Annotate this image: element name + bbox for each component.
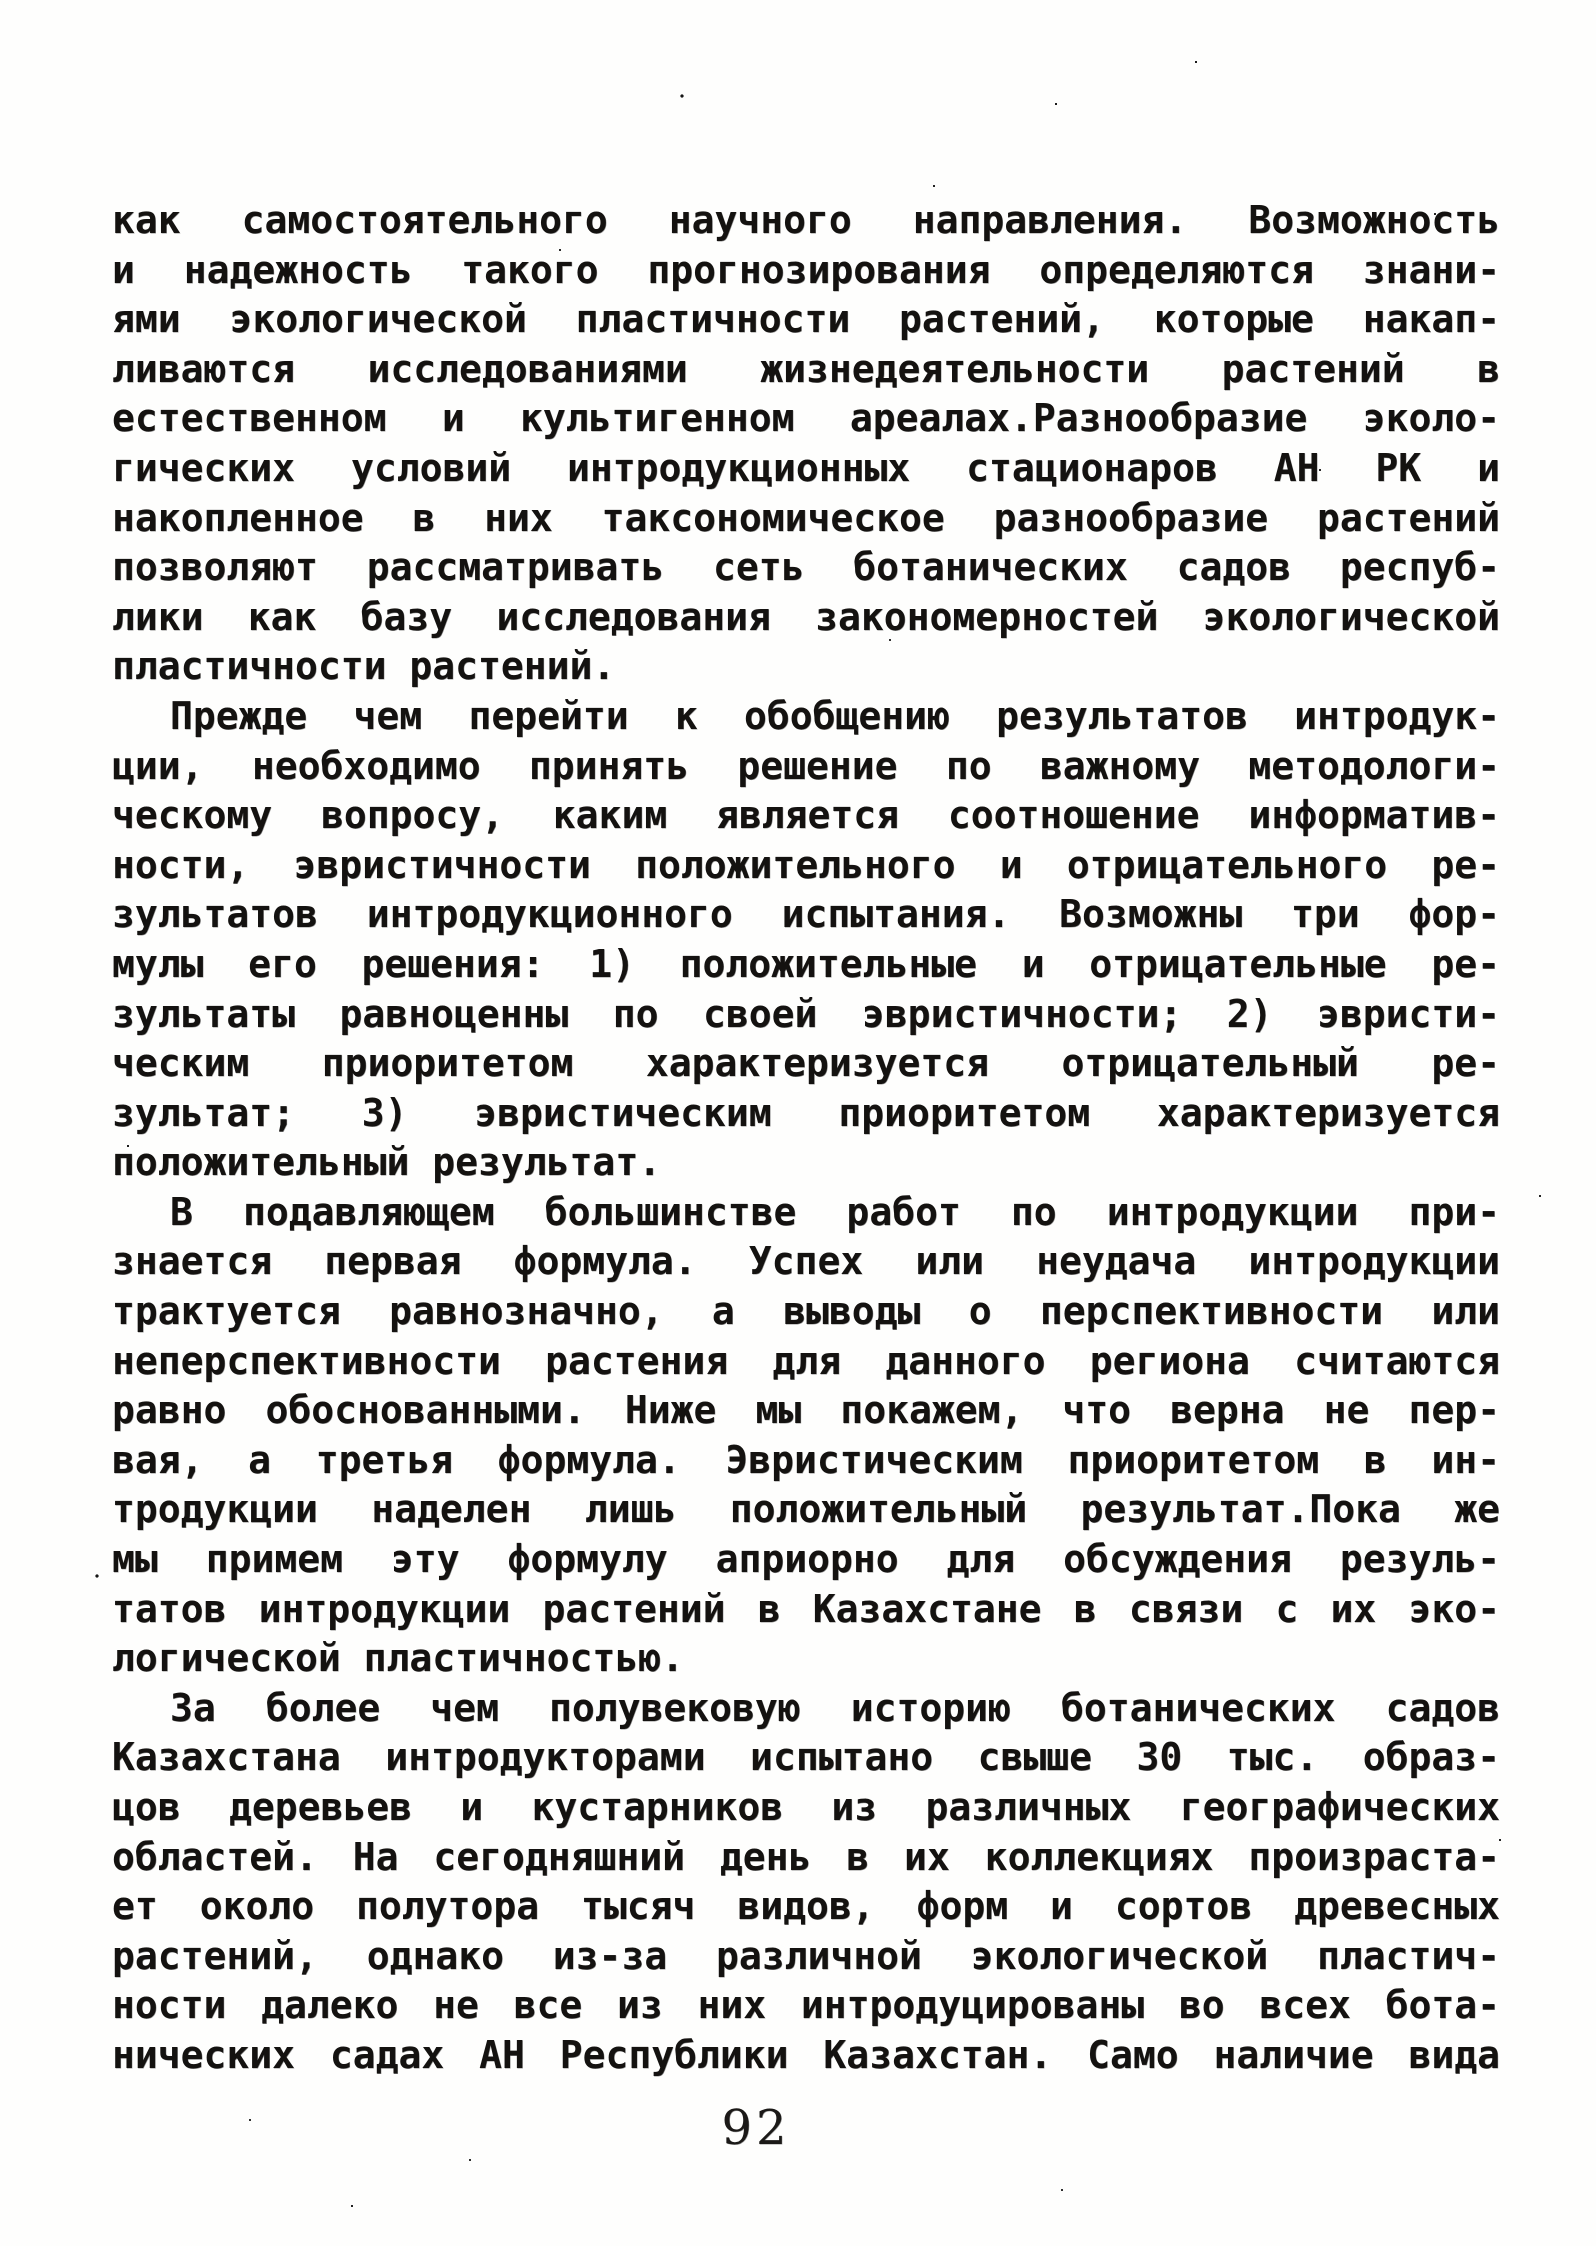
text-line: В подавляющем большинстве работ по интродукции при-	[170, 1189, 1500, 1234]
text-line: мы примем эту формулу априорно для обсуждения резуль-	[112, 1537, 1500, 1582]
text-line: зультаты равноценны по своей эвристичности; 2) эвристи-	[112, 991, 1500, 1036]
text-line: За более чем полувековую историю ботанических садов	[170, 1685, 1500, 1730]
text-line: ности далеко не все из них интродуцированы во всех бота-	[112, 1983, 1500, 2028]
text-line: пластичности растений.	[112, 644, 616, 689]
text-line: нических садах АН Республики Казахстан. Само наличие вида	[112, 2032, 1500, 2077]
text-line: ливаются исследованиями жизнедеятельности растений в	[112, 346, 1500, 391]
text-line: ности, эвристичности положительного и отрицательного ре-	[112, 842, 1500, 887]
text-line: Казахстана интродукторами испытано свыше 30 тыс. образ-	[112, 1735, 1500, 1780]
paragraph	[112, 196, 1500, 692]
text-line: татов интродукции растений в Казахстане в связи с их эко-	[112, 1586, 1500, 1631]
text-line: зультат; 3) эвристическим приоритетом характеризуется	[112, 1090, 1500, 1135]
text-line: ческим приоритетом характеризуется отрицательный ре-	[112, 1041, 1500, 1086]
text-line: ями экологической пластичности растений, которые накап-	[112, 297, 1500, 342]
text-line: растений, однако из-за различной экологической пластич-	[112, 1933, 1500, 1978]
text-line: зультатов интродукционного испытания. Возможны три фор-	[112, 892, 1500, 937]
paragraph	[112, 1188, 1500, 1684]
text-line: равно обоснованными. Ниже мы покажем, что верна не пер-	[112, 1388, 1500, 1433]
text-line: мулы его решения: 1) положительные и отрицательные ре-	[112, 941, 1500, 986]
text-line: лики как базу исследования закономерностей экологической	[112, 594, 1500, 639]
text-line: тродукции наделен лишь положительный результат.Пока же	[112, 1487, 1500, 1532]
paragraph	[112, 692, 1500, 1188]
text-line: накопленное в них таксономическое разнообразие растений	[112, 495, 1500, 540]
text-line: позволяют рассматривать сеть ботанических садов респуб-	[112, 545, 1500, 590]
text-line: гических условий интродукционных стационаров АН РК и	[112, 445, 1500, 490]
text-line: как самостоятельного научного направления. Возможность	[112, 198, 1500, 242]
text-line: Прежде чем перейти к обобщению результатов интродук-	[170, 693, 1500, 738]
text-line: ет около полутора тысяч видов, форм и сортов древесных	[112, 1884, 1500, 1929]
text-line: трактуется равнозначно, а выводы о перспективности или	[112, 1289, 1500, 1334]
text-line: и надежность такого прогнозирования определяются знани-	[112, 247, 1500, 292]
text-line: ции, необходимо принять решение по важному методологи-	[112, 743, 1500, 788]
text-line: ческому вопросу, каким является соотношение информатив-	[112, 793, 1500, 838]
text-line: областей. На сегодняшний день в их коллекциях произраста-	[112, 1834, 1500, 1879]
page-text	[112, 196, 1500, 2081]
text-line: цов деревьев и кустарников из различных географических	[112, 1785, 1500, 1829]
text-line: неперспективности растения для данного региона считаются	[112, 1338, 1500, 1383]
text-line: знается первая формула. Успех или неудача интродукции	[112, 1239, 1500, 1284]
page-number: 92	[721, 2100, 791, 2156]
text-line: положительный результат.	[112, 1140, 662, 1185]
text-line: логической пластичностью.	[112, 1636, 684, 1681]
text-line: естественном и культигенном ареалах.Разнообразие эколо-	[112, 396, 1500, 441]
text-line: вая, а третья формула. Эвристическим приоритетом в ин-	[112, 1437, 1500, 1482]
paragraph	[112, 1684, 1500, 2081]
